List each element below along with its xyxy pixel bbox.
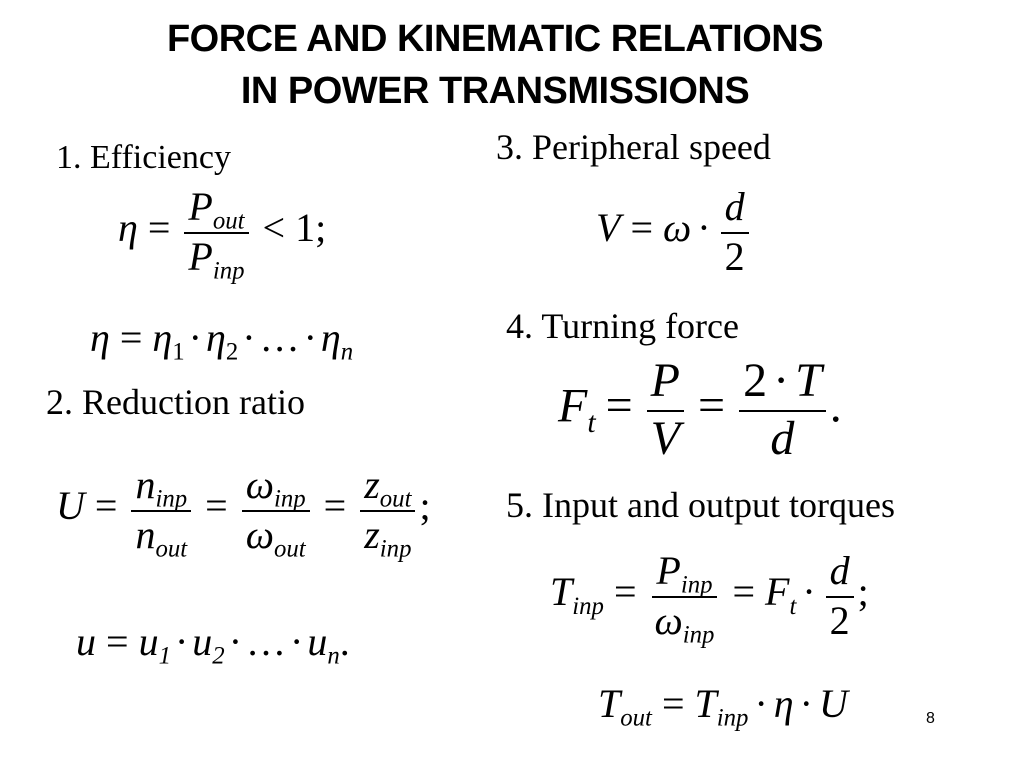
slide-title-line-1: FORCE AND KINEMATIC RELATIONS bbox=[166, 18, 824, 60]
section-turning-force-heading: 4. Turning force bbox=[506, 306, 739, 346]
reduction-ratio-formula: U = $\frac{n_{inp}}{n_{out}}$ = $\frac{\omega_{inp}}{\omega_{out}}$ = $\frac{z_{out}}{z_{inp}}$ ; bbox=[56, 462, 431, 563]
peripheral-speed-formula: V = ω · $\frac{d}{2}$ bbox=[596, 186, 753, 278]
section-torques-heading: 5. Input and output torques bbox=[506, 485, 895, 525]
turning-force-formula: $F_t$ = $\frac{P}{V}$ = $\frac{2 \cdot T}{d}$ . bbox=[558, 354, 842, 466]
output-torque-formula: $T_{out} = T_{inp} \cdot \eta \cdot U$ bbox=[598, 681, 848, 732]
section-peripheral-speed-heading: 3. Peripheral speed bbox=[496, 127, 771, 167]
section-reduction-ratio-heading: 2. Reduction ratio bbox=[46, 382, 305, 422]
reduction-ratio-product-formula: $u = u_1 \cdot u_2$ · … · $u_n$. bbox=[76, 619, 350, 670]
efficiency-product-formula: $\eta = \eta_1 \cdot \eta_2$ · … · $\eta_n$ bbox=[90, 315, 354, 366]
slide-title-line-2: IN POWER TRANSMISSIONS bbox=[240, 70, 750, 112]
input-torque-formula: $T_{inp}$ = $\frac{P_{inp}}{\omega_{inp}}$ = $F_t$ · $\frac{d}{2}$ ; bbox=[550, 548, 869, 649]
page-number: 8 bbox=[926, 710, 935, 727]
efficiency-formula: η = $\frac{P_{out}}{P_{inp}}$ < 1; bbox=[118, 184, 327, 285]
section-efficiency-heading: 1. Efficiency bbox=[56, 139, 231, 176]
